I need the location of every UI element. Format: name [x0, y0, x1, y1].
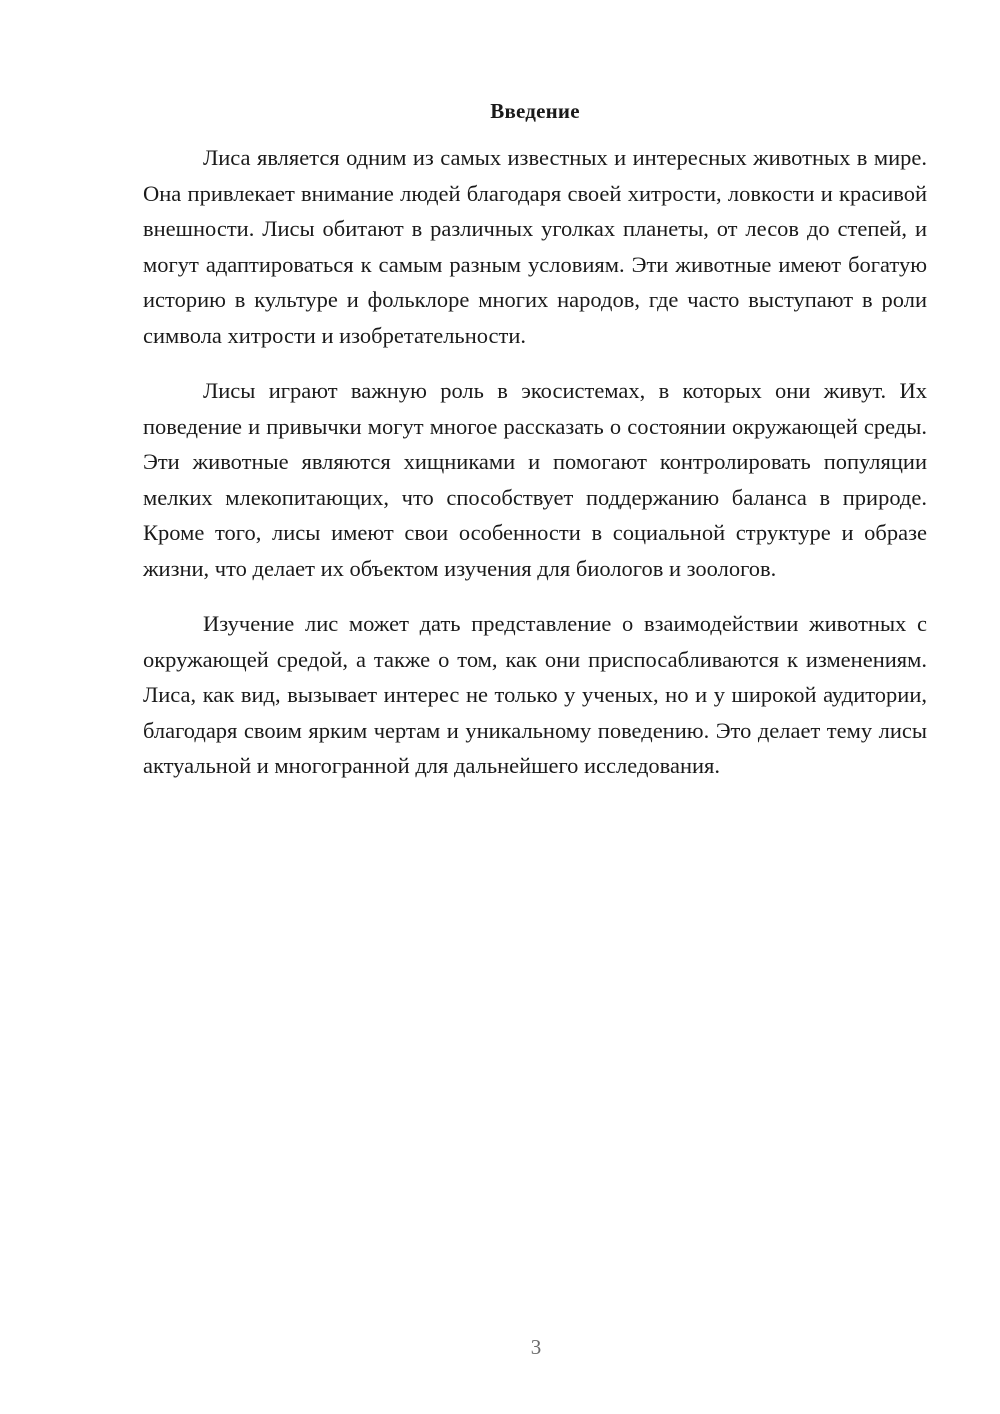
paragraph-2: Лисы играют важную роль в экосистемах, в которых они живут. Их поведение и привычки могут многое рассказать о состоянии окружающей среды. Эти животные являются хищниками и помогают контролировать популяции мелких млекопитающих, что способствует поддержанию баланса в природе. Кроме того, лисы имеют свои особенности в социальной структуре и образе жизни, что делает их объектом изучения для биологов и зоологов.: [143, 378, 927, 581]
section-title: Введение: [490, 99, 580, 123]
page-number: 3: [530, 1335, 542, 1359]
paragraph-1: Лиса является одним из самых известных и интересных животных в мире. Она привлекает внимание людей благодаря своей хитрости, ловкости и красивой внешности. Лисы обитают в различных уголках планеты, от лесов до степей, и могут адаптироваться к самым разным условиям. Эти животные имеют богатую историю в культуре и фольклоре многих народов, где часто выступают в роли символа хитрости и изобретательности.: [143, 145, 927, 348]
document-body: [143, 96, 927, 804]
paragraph-3: Изучение лис может дать представление о взаимодействии животных с окружающей средой, а также о том, как они приспосабливаются к изменениям. Лиса, как вид, вызывает интерес не только у ученых, но и у широкой аудитории, благодаря своим ярким чертам и уникальному поведению. Это делает тему лисы актуальной и многогранной для дальнейшего исследования.: [143, 611, 927, 778]
